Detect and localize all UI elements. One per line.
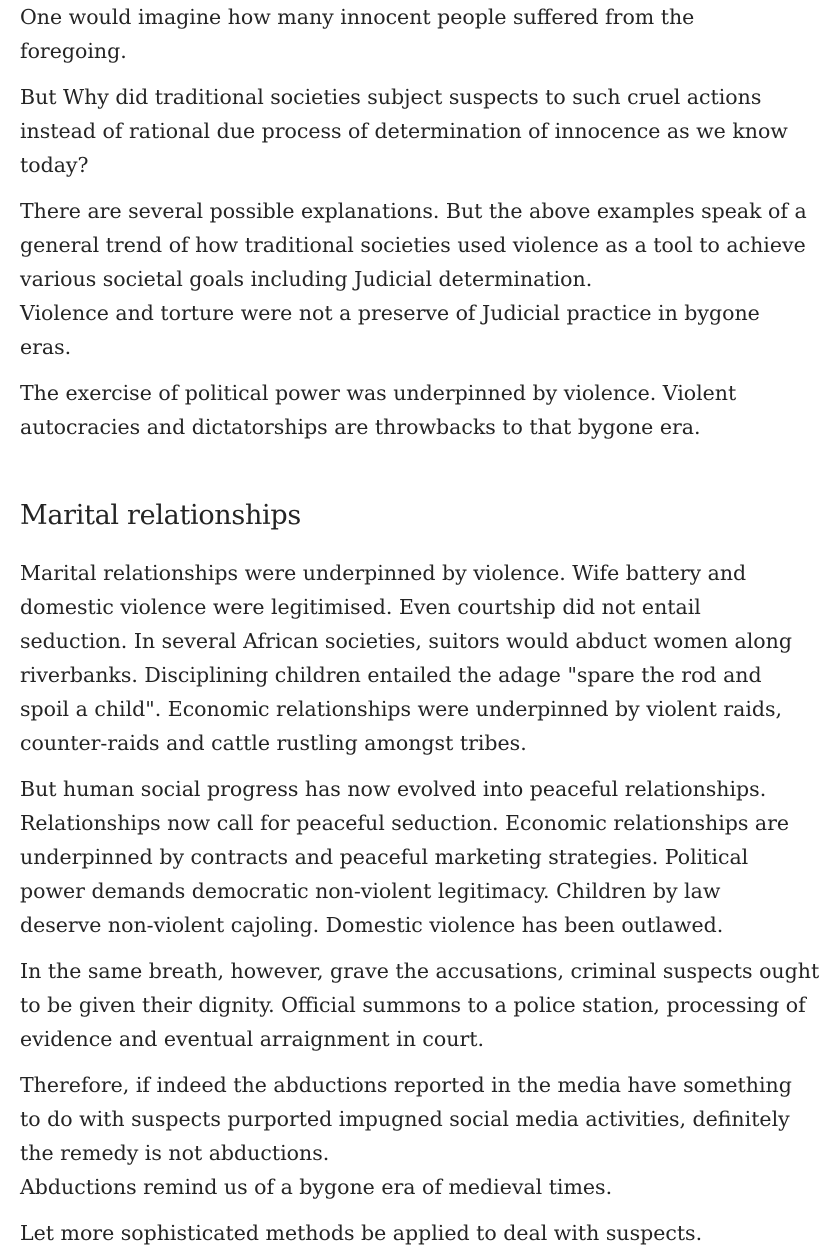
paragraph-line: Abductions remind us of a bygone era of medieval times. xyxy=(20,1175,613,1199)
paragraph-line: power demands democratic non-violent legitimacy. Children by law xyxy=(20,879,721,903)
paragraph-line: evidence and eventual arraignment in court. xyxy=(20,1027,485,1051)
paragraph-line: spoil a child". Economic relationships were underpinned by violent raids, xyxy=(20,697,783,721)
paragraph-line: But human social progress has now evolved into peaceful relationships. xyxy=(20,777,767,801)
paragraph-line: underpinned by contracts and peaceful marketing strategies. Political xyxy=(20,845,749,869)
paragraph-line: riverbanks. Disciplining children entailed the adage "spare the rod and xyxy=(20,663,762,687)
paragraph-line: Let more sophisticated methods be applied to deal with suspects. xyxy=(20,1221,703,1245)
paragraph-line: to do with suspects purported impugned social media activities, definitely xyxy=(20,1107,790,1131)
paragraph-line: There are several possible explanations. But the above examples speak of a xyxy=(20,199,807,223)
paragraph-line: instead of rational due process of determination of innocence as we know xyxy=(20,119,788,143)
paragraph-line: Violence and torture were not a preserve of Judicial practice in bygone xyxy=(20,301,760,325)
paragraph-line: general trend of how traditional societies used violence as a tool to achieve xyxy=(20,233,806,257)
paragraph xyxy=(20,556,820,760)
paragraph-line: counter-raids and cattle rustling amongst tribes. xyxy=(20,731,527,755)
section-heading: Marital relationships xyxy=(20,500,301,531)
paragraph-line: the remedy is not abductions. xyxy=(20,1141,330,1165)
paragraph-line: deserve non-violent cajoling. Domestic violence has been outlawed. xyxy=(20,913,724,937)
paragraph-line: autocracies and dictatorships are throwbacks to that bygone era. xyxy=(20,415,701,439)
paragraph xyxy=(20,194,820,364)
paragraph-line: Relationships now call for peaceful seduction. Economic relationships are xyxy=(20,811,790,835)
paragraph-line: various societal goals including Judicial determination. xyxy=(20,267,593,291)
paragraph-line: Therefore, if indeed the abductions reported in the media have something xyxy=(20,1073,792,1097)
paragraph xyxy=(20,80,820,182)
paragraph-line: eras. xyxy=(20,335,72,359)
paragraph-line: In the same breath, however, grave the accusations, criminal suspects ought xyxy=(20,959,820,983)
paragraph-line: seduction. In several African societies, suitors would abduct women along xyxy=(20,629,792,653)
paragraph xyxy=(20,0,820,68)
paragraph xyxy=(20,1068,820,1204)
paragraph xyxy=(20,772,820,942)
paragraph xyxy=(20,954,820,1056)
paragraph-line: The exercise of political power was underpinned by violence. Violent xyxy=(20,381,737,405)
paragraph-line: One would imagine how many innocent people suffered from the xyxy=(20,5,695,29)
article-body xyxy=(20,0,820,1250)
paragraph-line: But Why did traditional societies subject suspects to such cruel actions xyxy=(20,85,762,109)
paragraph xyxy=(20,1216,820,1250)
paragraph-line: today? xyxy=(20,153,89,177)
paragraph-line: Marital relationships were underpinned by violence. Wife battery and xyxy=(20,561,747,585)
paragraph-line: foregoing. xyxy=(20,39,127,63)
paragraph-line: domestic violence were legitimised. Even courtship did not entail xyxy=(20,595,701,619)
paragraph-line: to be given their dignity. Official summons to a police station, processing of xyxy=(20,993,806,1017)
paragraph xyxy=(20,376,820,444)
